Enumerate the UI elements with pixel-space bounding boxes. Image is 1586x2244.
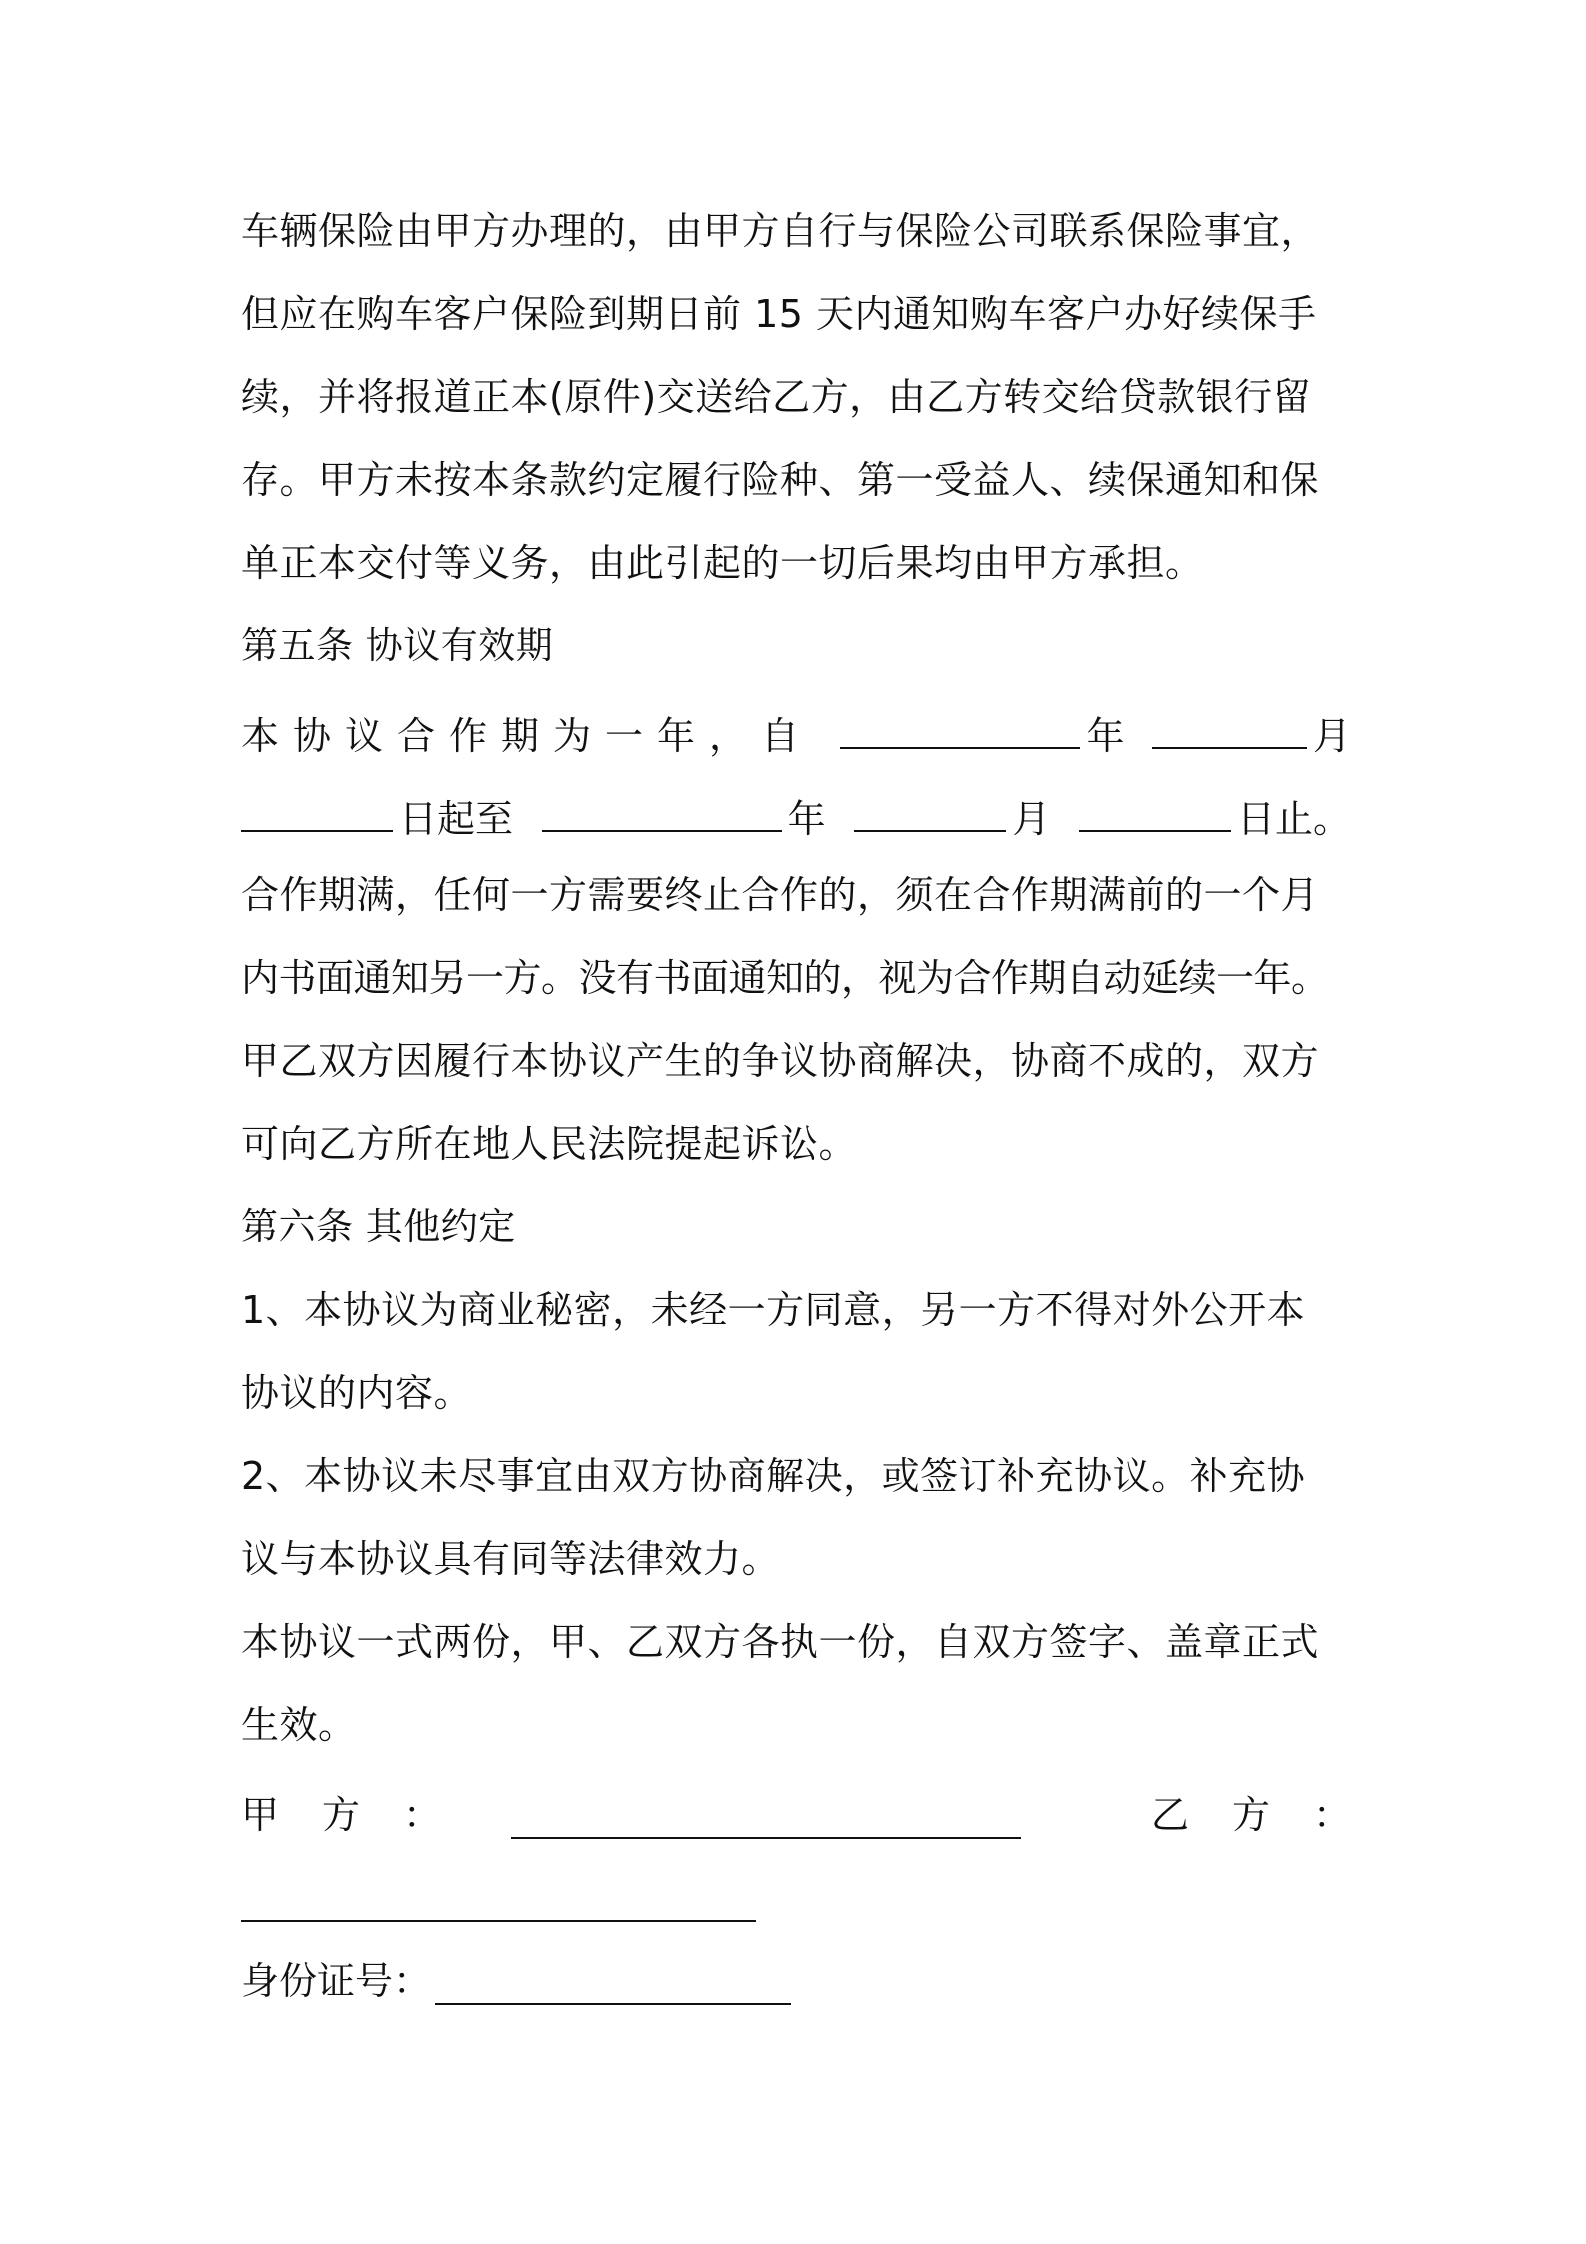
day-from-label: 日起至 bbox=[399, 796, 514, 841]
id-number-row bbox=[241, 1939, 1351, 2022]
paragraph-line: 可向乙方所在地人民法院提起诉讼。 bbox=[241, 1122, 858, 1166]
party-signature-row bbox=[241, 1773, 1351, 1856]
cooperation-period-line-1 bbox=[241, 694, 1351, 777]
end-month-blank[interactable] bbox=[854, 784, 1006, 832]
paragraph-line: 甲乙双方因履行本协议产生的争议协商解决，协商不成的，双方 bbox=[241, 1039, 1320, 1083]
start-day-group bbox=[241, 784, 513, 854]
period-prefix: 本协议合作期为一年，自 bbox=[241, 713, 814, 758]
paragraph-line: 存。甲方未按本条款约定履行险种、第一受益人、续保通知和保 bbox=[241, 458, 1320, 502]
party-b-label: 乙 方 ： bbox=[1151, 1792, 1351, 1837]
article-5-heading: 第五条 协议有效期 bbox=[241, 624, 554, 667]
year-label: 年 bbox=[787, 796, 826, 841]
id-number-blank[interactable] bbox=[435, 1957, 791, 2005]
start-month-group bbox=[1146, 701, 1351, 771]
paragraph-line: 生效。 bbox=[241, 1703, 357, 1747]
party-b-signature-blank[interactable] bbox=[241, 1874, 756, 1922]
end-day-blank[interactable] bbox=[1079, 784, 1231, 832]
month-label: 月 bbox=[1012, 796, 1051, 841]
id-number-label: 身份证号： bbox=[241, 1958, 432, 2003]
paragraph-line: 议与本协议具有同等法律效力。 bbox=[241, 1537, 781, 1581]
paragraph-line: 车辆保险由甲方办理的，由甲方自行与保险公司联系保险事宜， bbox=[241, 209, 1320, 253]
year-label: 年 bbox=[1086, 713, 1125, 758]
party-a-signature-blank[interactable] bbox=[511, 1791, 1021, 1839]
paragraph-line: 但应在购车客户保险到期日前 15 天内通知购车客户办好续保手 bbox=[241, 292, 1317, 336]
document-body bbox=[241, 196, 1351, 2022]
paragraph-line: 合作期满，任何一方需要终止合作的，须在合作期满前的一个月 bbox=[241, 873, 1320, 917]
article-6-heading: 第六条 其他约定 bbox=[241, 1205, 516, 1248]
end-year-group bbox=[536, 784, 826, 854]
paragraph-line: 续，并将报道正本(原件)交送给乙方，由乙方转交给贷款银行留 bbox=[241, 375, 1312, 419]
party-a-label: 甲 方 ： bbox=[241, 1792, 441, 1837]
start-day-blank[interactable] bbox=[241, 784, 393, 832]
start-month-blank[interactable] bbox=[1152, 701, 1307, 749]
paragraph-line: 协议的内容。 bbox=[241, 1371, 473, 1415]
end-month-group bbox=[848, 784, 1050, 854]
party-b-signature-row bbox=[241, 1856, 1351, 1939]
month-label: 月 bbox=[1312, 713, 1351, 758]
paragraph-line: 单正本交付等义务，由此引起的一切后果均由甲方承担。 bbox=[241, 541, 1204, 585]
cooperation-period-line-2 bbox=[241, 777, 1351, 860]
end-year-blank[interactable] bbox=[542, 784, 782, 832]
start-year-blank[interactable] bbox=[840, 701, 1080, 749]
paragraph-line: 内书面通知另一方。没有书面通知的，视为合作期自动延续一年。 bbox=[241, 956, 1329, 1000]
paragraph-line: 1、本协议为商业秘密，未经一方同意，另一方不得对外公开本 bbox=[241, 1288, 1306, 1332]
start-date-group bbox=[834, 701, 1124, 771]
day-to-label: 日止。 bbox=[1236, 796, 1351, 841]
end-day-group bbox=[1073, 784, 1351, 854]
paragraph-line: 2、本协议未尽事宜由双方协商解决，或签订补充协议。补充协 bbox=[241, 1454, 1306, 1498]
paragraph-line: 本协议一式两份，甲、乙双方各执一份，自双方签字、盖章正式 bbox=[241, 1620, 1320, 1664]
